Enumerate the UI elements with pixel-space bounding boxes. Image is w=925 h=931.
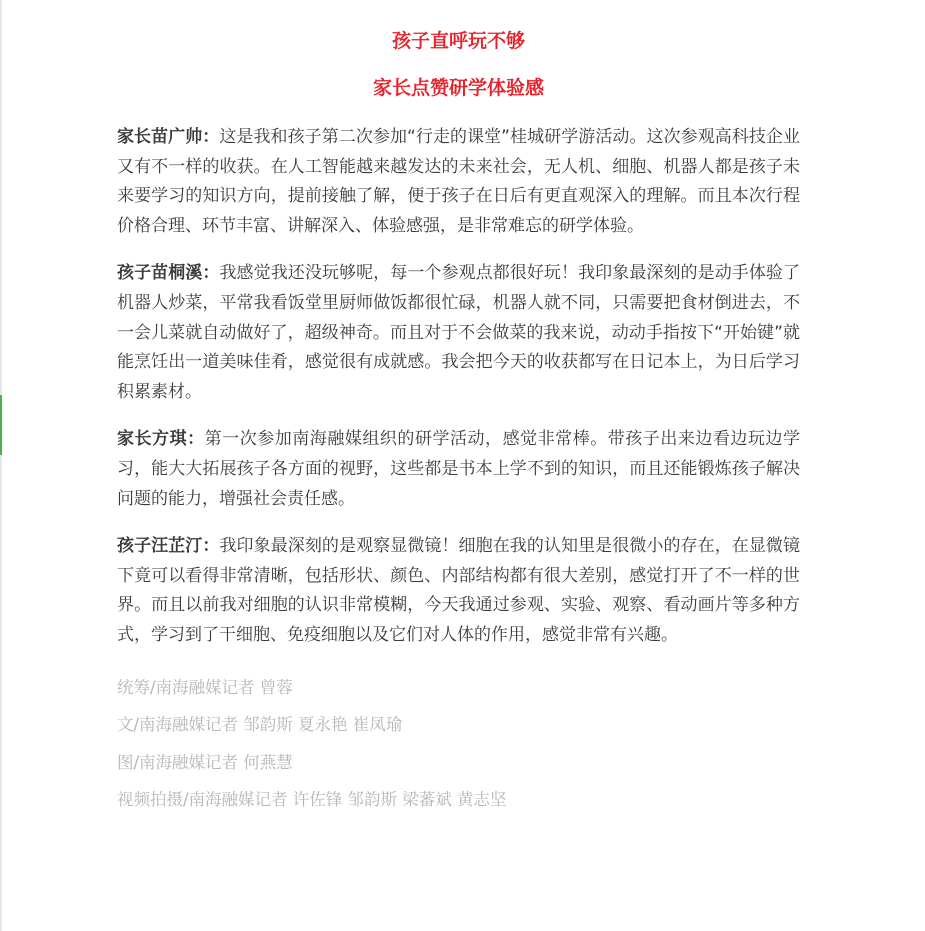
quote-text: 我感觉我还没玩够呢，每一个参观点都很好玩！我印象最深刻的是动手体验了机器人炒菜，平常我看饭堂里厨师做饭都很忙碌，机器人就不同，只需要把食材倒进去，不一会儿菜就自动做好了，超级神奇。而且对于不会做菜的我来说，动动手指按下“开始键”就能烹饪出一道美味佳肴，感觉很有成就感。我会把今天的收获都写在日记本上，为日后学习积累素材。 — [117, 263, 801, 402]
credit-photographer: 图/南海融媒记者 何燕慧 — [117, 752, 293, 772]
quote-paragraph-parent-fang — [117, 425, 800, 514]
quote-text: 我印象最深刻的是观察显微镜！细胞在我的认知里是很微小的存在，在显微镜下竟可以看得非常清晰，包括形状、颜色、内部结构都有很大差别，感觉打开了不一样的世界。而且以前我对细胞的认识非常模糊，今天我通过参观、实验、观察、看动画片等多种方式，学习到了干细胞、免疫细胞以及它们对人体的作用，感觉非常有兴趣。 — [117, 536, 801, 645]
quote-speaker: 孩子汪芷汀： — [117, 536, 220, 557]
left-edge-marker — [0, 395, 2, 455]
left-edge-border — [0, 0, 2, 931]
quote-speaker: 孩子苗桐溪： — [117, 263, 220, 284]
quote-text: 第一次参加南海融媒组织的研学活动，感觉非常棒。带孩子出来边看边玩边学习，能大大拓展孩子各方面的视野，这些都是书本上学不到的知识，而且还能锻炼孩子解决问题的能力，增强社会责任感。 — [117, 429, 801, 509]
headline-1: 孩子直呼玩不够 — [391, 30, 525, 52]
credit-coordinator: 统筹/南海融媒记者 曾蓉 — [117, 677, 293, 697]
article-body — [117, 22, 800, 819]
credit-videographers: 视频拍摄/南海融媒记者 许佐锋 邹韵斯 梁蕃斌 黄志坚 — [117, 790, 507, 809]
quote-speaker: 家长方琪： — [117, 429, 205, 450]
quote-text: 这是我和孩子第二次参加“行走的课堂”桂城研学游活动。这次参观高科技企业又有不一样的收获。在人工智能越来越发达的未来社会，无人机、细胞、机器人都是孩子未来要学习的知识方向，提前接触了解，便于孩子在日后有更直观深入的理解。而且本次行程价格合理、环节丰富、讲解深入、体验感强，是非常难忘的研学体验。 — [117, 127, 800, 236]
quote-paragraph-child-wang — [117, 532, 800, 650]
quote-speaker: 家长苗广帅： — [117, 127, 220, 147]
quote-paragraph-parent-miao — [117, 123, 800, 241]
quote-paragraph-child-miao — [117, 259, 800, 407]
credits-block — [117, 669, 800, 819]
headline-2: 家长点赞研学体验感 — [372, 77, 544, 99]
credit-writers: 文/南海融媒记者 邹韵斯 夏永艳 崔凤瑜 — [117, 715, 403, 734]
